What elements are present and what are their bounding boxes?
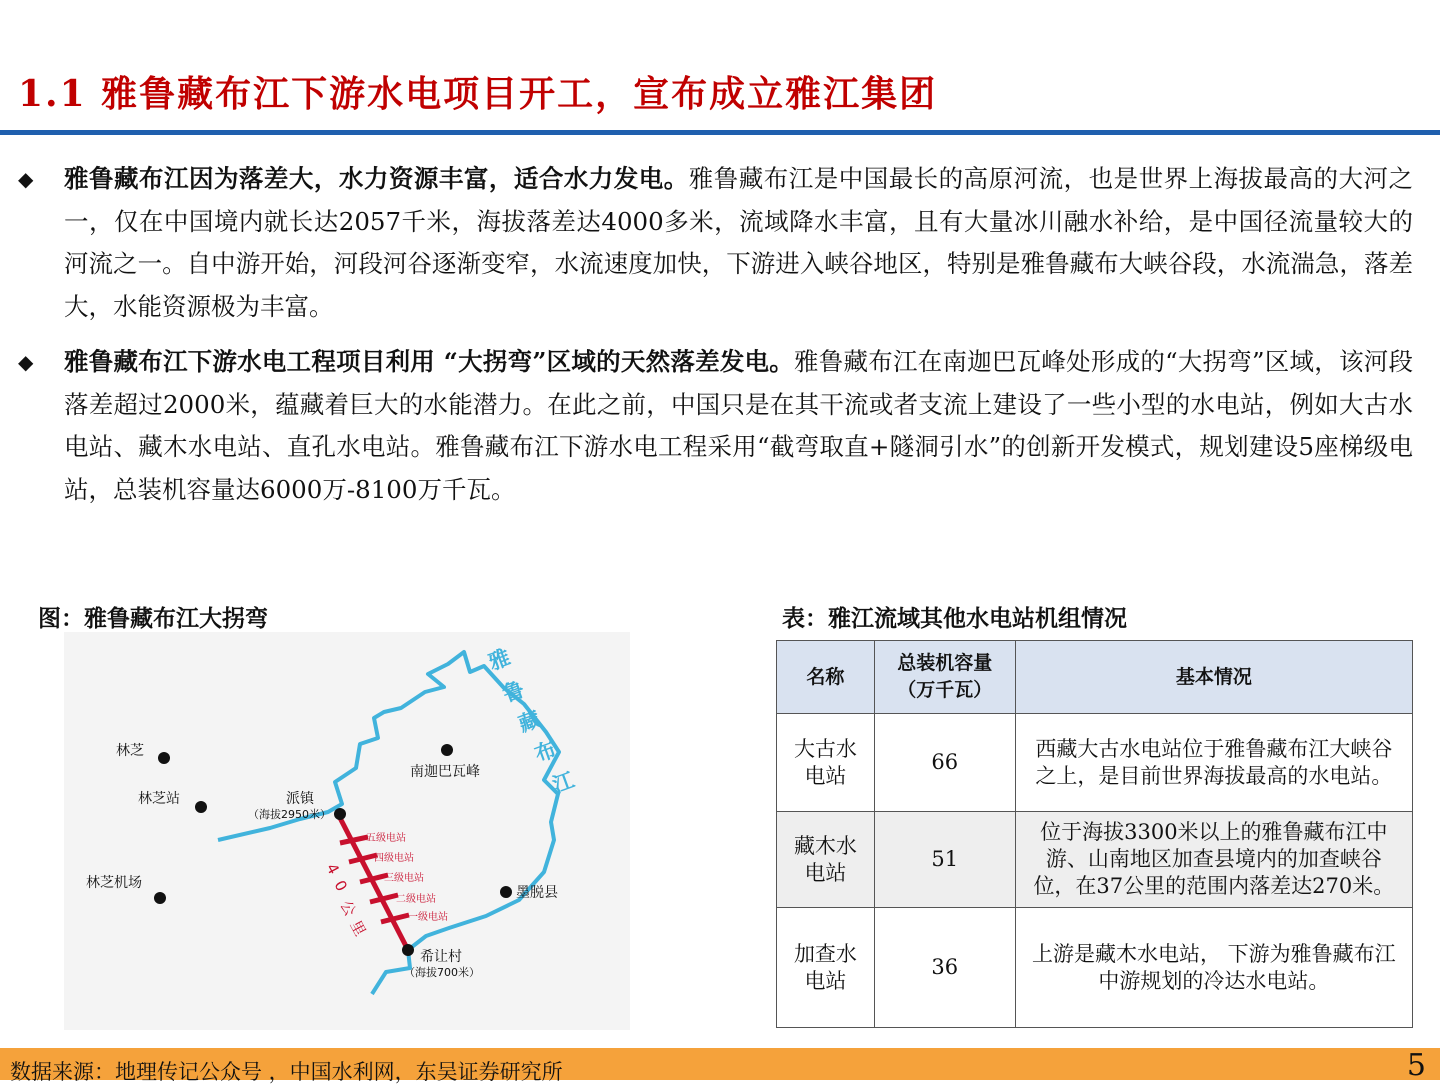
river-char: 鲁	[499, 676, 528, 707]
header-capacity	[874, 641, 1015, 714]
namjagbarwa-dot	[441, 744, 453, 756]
linzhi-station-label: 林芝站	[138, 791, 180, 807]
motuo-dot	[500, 886, 512, 898]
linzhi-label: 林芝	[116, 743, 144, 759]
header-info: 基本情况	[1015, 641, 1412, 714]
distance-char: 4	[322, 860, 343, 878]
distance-char: 0	[330, 877, 351, 895]
linzhi-station-dot	[195, 801, 207, 813]
river-char: 江	[549, 767, 578, 798]
table-row	[777, 908, 1413, 1028]
figure-caption: 图：雅鲁藏布江大拐弯	[38, 605, 268, 632]
hydro-stations-table	[776, 640, 1413, 1028]
header-name: 名称	[777, 641, 875, 714]
bullet-paragraph-1	[18, 158, 1413, 328]
cell-name: 加查水电站	[777, 908, 875, 1028]
cell-capacity: 66	[874, 714, 1015, 812]
xirangcun-label: 希让村	[420, 949, 462, 965]
paizhen-dot	[334, 808, 346, 820]
distance-char: 里	[346, 917, 370, 940]
motuo-label: 墨脱县	[516, 885, 558, 901]
namjagbarwa-label: 南迦巴瓦峰	[410, 764, 480, 780]
bullet-text: 雅鲁藏布江是中国最长的高原河流，也是世界上海拔最高的大河之一，仅在中国境内就长达2057千米，海拔落差达4000多米，流域降水丰富，且有大量冰川融水补给，是中国径流量较大的河流之一。自中游开始，河段河谷逐渐变窄，水流速度加快，下游进入峡谷地区，特别是雅鲁藏布大峡谷段，水流湍急，落差大，水能资源极为丰富。	[64, 164, 1413, 321]
page-title: 1.1 雅鲁藏布江下游水电项目开工，宣布成立雅江集团	[18, 73, 938, 115]
header-capacity-line1: 总装机容量	[897, 652, 993, 674]
river-char: 雅	[485, 644, 514, 675]
linzhi-airport-label: 林芝机场	[86, 875, 142, 891]
table-header-row	[777, 641, 1413, 714]
linzhi-dot	[158, 752, 170, 764]
paizhen-label: 派镇	[286, 791, 314, 807]
cell-capacity: 36	[874, 908, 1015, 1028]
diamond-bullet-icon: ◆	[18, 167, 34, 191]
table-row	[777, 714, 1413, 812]
bullet-text: 雅鲁藏布江在南迦巴瓦峰处形成的“大拐弯”区域，该河段落差超过2000米，蕴藏着巨大的水能潜力。在此之前，中国只是在其干流或者支流上建设了一些小型的水电站，例如大古水电站、藏木水电站、直孔水电站。雅鲁藏布江下游水电工程采用“截弯取直+隧洞引水”的创新开发模式，规划建设5座梯级电站，总装机容量达6000万-8100万千瓦。	[64, 347, 1413, 504]
footer-bar	[0, 1048, 1440, 1084]
xirangcun-dot	[402, 944, 414, 956]
river-char: 布	[531, 736, 560, 767]
table-caption: 表：雅江流域其他水电站机组情况	[782, 605, 1127, 632]
station-label: 二级电站	[396, 894, 436, 905]
linzhi-airport-dot	[154, 892, 166, 904]
station-label: 四级电站	[374, 853, 414, 864]
page-number: 5	[1406, 1048, 1426, 1083]
station-label: 一级电站	[408, 912, 448, 923]
yarlung-bend-map	[64, 632, 630, 1030]
station-label: 五级电站	[366, 833, 406, 844]
cell-info: 位于海拔3300米以上的雅鲁藏布江中游、山南地区加查县境内的加查峡谷位，在37公里的范围内落差达270米。	[1015, 812, 1412, 908]
cell-capacity: 51	[874, 812, 1015, 908]
diamond-bullet-icon: ◆	[18, 350, 34, 374]
bullet-lead: 雅鲁藏布江因为落差大，水力资源丰富，适合水力发电。	[64, 164, 689, 193]
bullet-paragraph-2	[18, 341, 1413, 511]
footer-source: 数据来源：地理传记公众号 ，中国水利网，东吴证券研究所	[10, 1060, 563, 1084]
station-label: 三级电站	[384, 873, 424, 884]
paizhen-altitude: （海拔2950米）	[248, 808, 331, 821]
xirangcun-altitude: （海拔700米）	[404, 966, 480, 979]
header-capacity-line2: （万千瓦）	[897, 679, 993, 701]
cell-info: 上游是藏木水电站， 下游为雅鲁藏布江中游规划的冷达水电站。	[1015, 908, 1412, 1028]
title-divider	[0, 130, 1440, 135]
bullet-lead: 雅鲁藏布江下游水电工程项目利用 “大拐弯”区域的天然落差发电。	[64, 347, 795, 376]
cell-info: 西藏大古水电站位于雅鲁藏布江大峡谷之上，是目前世界海拔最高的水电站。	[1015, 714, 1412, 812]
distance-char: 公	[336, 897, 360, 920]
table-row	[777, 812, 1413, 908]
cell-name: 大古水电站	[777, 714, 875, 812]
river-char: 藏	[515, 706, 544, 737]
cell-name: 藏木水电站	[777, 812, 875, 908]
